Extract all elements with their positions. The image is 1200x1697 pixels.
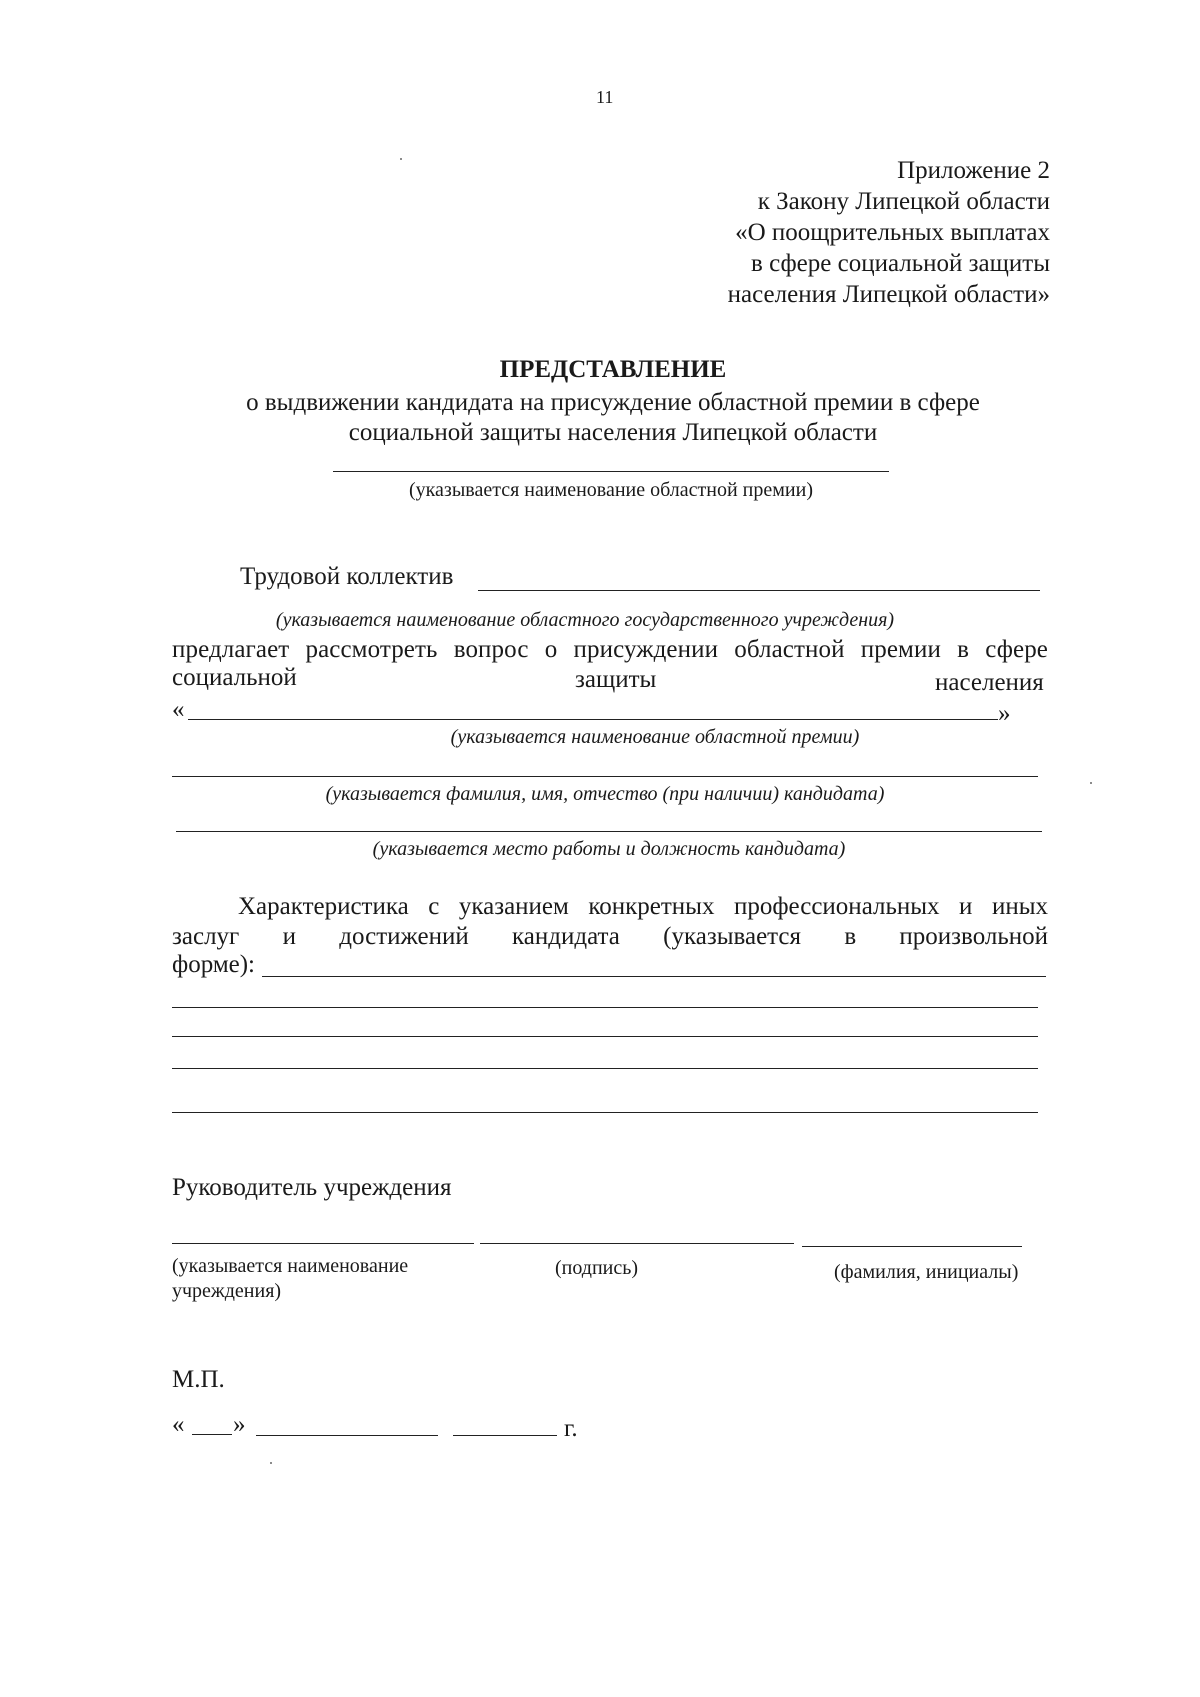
characteristic-form-label: форме): xyxy=(172,951,256,978)
date-open-quote: « xyxy=(172,1411,185,1438)
scan-speck xyxy=(400,158,402,160)
characteristic-line-1: Характеристика с указанием конкретных профессиональных и иных xyxy=(238,893,1048,920)
scan-speck-2 xyxy=(1090,782,1092,784)
institution-name-line[interactable] xyxy=(478,590,1040,591)
date-year-suffix: г. xyxy=(564,1415,578,1442)
head-of-institution-label: Руководитель учреждения xyxy=(172,1174,452,1201)
characteristic-word: в xyxy=(844,923,857,950)
institution-name-hint: (указывается наименование областного государственного учреждения) xyxy=(275,609,895,631)
characteristic-word: достижений xyxy=(339,923,469,950)
characteristic-line-a[interactable] xyxy=(262,976,1046,977)
premium-name-line-2[interactable] xyxy=(188,719,998,720)
institution-signature-line[interactable] xyxy=(172,1243,474,1244)
institution-hint-2: учреждения) xyxy=(172,1280,282,1302)
appendix-line-1: Приложение 2 xyxy=(897,157,1050,184)
premium-name-hint-2: (указывается наименование областной премии) xyxy=(450,726,860,748)
characteristic-word: (указывается xyxy=(663,923,802,950)
characteristic-line-2 xyxy=(172,924,1048,949)
proposal-word-population: населения xyxy=(935,669,1044,696)
proposal-word-social: социальной xyxy=(172,664,297,691)
institution-hint-1: (указывается наименование xyxy=(172,1255,409,1277)
stamp-place-label: М.П. xyxy=(172,1366,225,1393)
characteristic-word: кандидата xyxy=(512,923,620,950)
page-number: 11 xyxy=(596,87,614,107)
premium-name-hint: (указывается наименование областной премии) xyxy=(408,479,813,501)
document-subtitle-1: о выдвижении кандидата на присуждение областной премии в сфере xyxy=(246,389,980,416)
date-year-line[interactable] xyxy=(453,1435,557,1436)
characteristic-word: произвольной xyxy=(899,923,1048,950)
candidate-job-line[interactable] xyxy=(176,831,1042,832)
document-title: ПРЕДСТАВЛЕНИЕ xyxy=(499,356,727,383)
premium-name-line[interactable] xyxy=(333,471,889,472)
scan-speck-3 xyxy=(270,1462,272,1464)
appendix-line-3: «О поощрительных выплатах xyxy=(735,219,1050,246)
signature-hint: (подпись) xyxy=(555,1257,639,1279)
date-month-line[interactable] xyxy=(256,1435,438,1436)
characteristic-word: заслуг xyxy=(172,923,240,950)
appendix-line-5: населения Липецкой области» xyxy=(727,281,1050,308)
candidate-name-hint: (указывается фамилия, имя, отчество (при наличии) кандидата) xyxy=(325,783,885,805)
characteristic-line-b[interactable] xyxy=(172,1007,1038,1008)
characteristic-line-d[interactable] xyxy=(172,1068,1038,1069)
premium-close-quote: » xyxy=(998,700,1011,727)
appendix-line-4: в сфере социальной защиты xyxy=(751,250,1050,277)
characteristic-line-c[interactable] xyxy=(172,1036,1038,1037)
date-close-quote: » xyxy=(233,1411,246,1438)
collective-label: Трудовой коллектив xyxy=(240,563,454,590)
appendix-line-2: к Закону Липецкой области xyxy=(757,188,1050,215)
candidate-job-hint: (указывается место работы и должность кандидата) xyxy=(372,838,846,860)
candidate-name-line[interactable] xyxy=(172,776,1038,777)
date-day-line[interactable] xyxy=(192,1434,232,1435)
document-subtitle-2: социальной защиты населения Липецкой области xyxy=(348,419,878,446)
premium-open-quote: « xyxy=(172,696,185,723)
initials-hint: (фамилия, инициалы) xyxy=(834,1261,1019,1283)
signature-line[interactable] xyxy=(480,1243,794,1244)
characteristic-line-e[interactable] xyxy=(172,1112,1038,1113)
proposal-word-protection: защиты xyxy=(575,666,657,693)
characteristic-word: и xyxy=(282,923,296,950)
proposal-text-1: предлагает рассмотреть вопрос о присуждении областной премии в сфере xyxy=(172,636,1048,663)
initials-line[interactable] xyxy=(802,1246,1022,1247)
